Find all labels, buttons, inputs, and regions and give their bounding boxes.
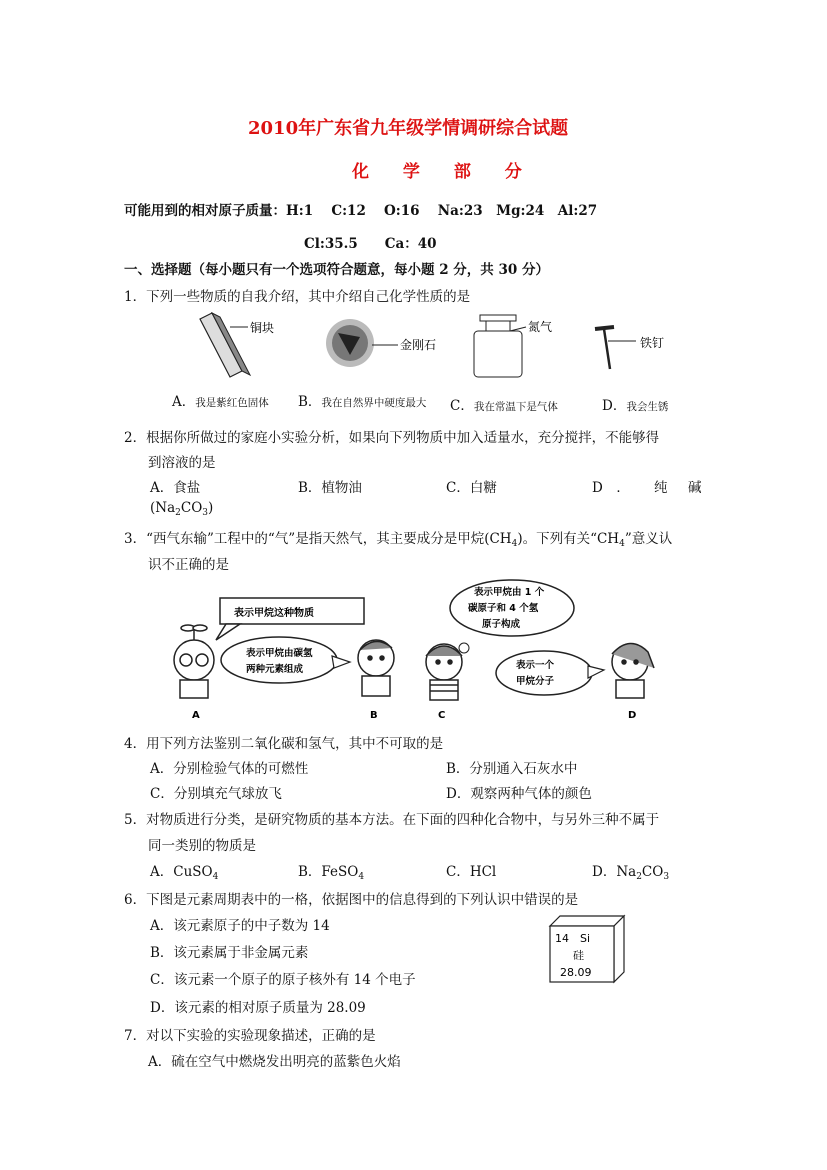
q6-option-b: B．该元素属于非金属元素 — [150, 945, 309, 961]
q6-option-c: C．该元素一个原子的原子核外有 14 个电子 — [150, 972, 416, 988]
q2-stem-line2: 到溶液的是 — [148, 455, 216, 471]
q3-figure — [164, 578, 674, 723]
q1-option-a — [172, 390, 269, 410]
bubble-d — [496, 651, 592, 695]
bubble-b-text1: 表示甲烷由碳氢 — [246, 648, 313, 659]
q1-option-b-letter: B． — [298, 394, 322, 410]
iron-nail-image — [595, 327, 664, 369]
q5-d-sub: 2 — [636, 872, 642, 882]
q1-label-copper: 铜块 — [250, 321, 275, 335]
q2-formula-na: (Na — [150, 500, 176, 516]
q2-option-d-char1: 纯 — [654, 480, 668, 496]
q6-stem: 6．下图是元素周期表中的一格，依据图中的信息得到的下列认识中错误的是 — [124, 892, 579, 908]
q1-option-d — [602, 394, 668, 414]
q2-option-a: A．食盐 — [150, 480, 201, 496]
bubble-a-text: 表示甲烷这种物质 — [234, 608, 314, 619]
q1-option-d-letter: D． — [602, 398, 627, 414]
section-heading: 一、选择题（每小题只有一个选项符合题意，每小题 2 分，共 30 分） — [124, 262, 549, 278]
q4-option-b: B．分别通入石灰水中 — [446, 761, 578, 777]
bubble-d-text2: 甲烷分子 — [516, 676, 555, 687]
bubble-c-text2: 碳原子和 4 个氢 — [468, 603, 539, 614]
q5-option-c: C．HCl — [446, 864, 497, 880]
q5-a-text: A．CuSO — [150, 864, 213, 880]
cell-atomic-number: 14 — [555, 932, 569, 945]
figure-label-a: A — [192, 710, 200, 721]
q3-stem-line2: 识不正确的是 — [148, 557, 229, 573]
q5-option-b — [298, 860, 364, 880]
q5-a-sub: 4 — [212, 872, 219, 882]
q2-option-c: C．白糖 — [446, 480, 497, 496]
q1-label-nail: 铁钉 — [640, 336, 665, 350]
q5-d-sub2: 3 — [663, 872, 670, 882]
q1-option-c-text: 我在常温下是气体 — [473, 401, 558, 413]
q5-stem-line1: 5．对物质进行分类，是研究物质的基本方法。在下面的四种化合物中，与另外三种不属于 — [124, 812, 660, 828]
periodic-table-cell — [546, 914, 626, 984]
character-b — [358, 640, 394, 696]
q1-label-nitrogen: 氮气 — [528, 320, 553, 334]
q3-stem-sub: 4 — [511, 539, 518, 549]
q2-formula-sub2: 3 — [202, 508, 209, 518]
q2-stem-line1: 2．根据你所做过的家庭小实验分析，如果向下列物质中加入适量水，充分搅拌，不能够得 — [124, 430, 660, 446]
bubble-c-text1: 表示甲烷由 1 个 — [474, 587, 545, 598]
q5-option-d — [592, 860, 669, 880]
q1-option-c — [450, 394, 558, 414]
bubble-b-text2: 两种元素组成 — [246, 664, 304, 675]
q1-option-b — [298, 390, 426, 410]
q2-formula-sub1: 2 — [175, 508, 181, 518]
cell-name: 硅 — [573, 949, 584, 962]
q5-option-a — [150, 860, 218, 880]
diamond-image — [326, 319, 436, 367]
gas-bottle-image — [474, 315, 552, 377]
q7-stem: 7．对以下实验的实验现象描述，正确的是 — [124, 1028, 376, 1044]
q5-d-text2: CO — [641, 864, 664, 880]
q1-option-a-text: 我是紫红色固体 — [195, 397, 269, 409]
q6-option-a: A．该元素原子的中子数为 14 — [150, 918, 330, 934]
q5-b-sub: 4 — [358, 872, 365, 882]
q2-option-b: B．植物油 — [298, 480, 362, 496]
character-c — [426, 644, 462, 700]
q5-b-text: B．FeSO — [298, 864, 359, 880]
q1-label-diamond: 金刚石 — [400, 338, 437, 352]
character-d — [612, 643, 654, 698]
q5-stem-line2: 同一类别的物质是 — [148, 838, 256, 854]
exam-title: 2010年广东省九年级学情调研综合试题 — [248, 118, 569, 139]
q1-option-b-text: 我在自然界中硬度最大 — [321, 397, 427, 409]
q3-stem-part-b: )。下列有关“CH — [517, 531, 620, 547]
q2-formula-close: ) — [208, 500, 214, 516]
figure-label-c: C — [438, 710, 446, 721]
cell-symbol: Si — [580, 932, 591, 945]
q1-stem: 1．下列一些物质的自我介绍，其中介绍自己化学性质的是 — [124, 289, 471, 305]
q3-stem-part-a: 3．“西气东输”工程中的“气”是指天然气，其主要成分是甲烷(CH — [124, 531, 512, 547]
q1-figure — [190, 305, 700, 385]
cell-mass: 28.09 — [560, 966, 592, 979]
atomic-masses-line1: 可能用到的相对原子质量：H:1 C:12 O:16 Na:23 Mg:24 Al:27 — [124, 203, 598, 219]
q2-option-d-letter: D ． — [592, 480, 630, 496]
q1-option-a-letter: A． — [172, 394, 196, 410]
figure-label-b: B — [370, 710, 378, 721]
bubble-b — [221, 637, 337, 683]
copper-block-image — [200, 313, 274, 377]
q4-option-d: D．观察两种气体的颜色 — [446, 786, 592, 802]
q5-d-text: D．Na — [592, 864, 637, 880]
q2-option-d-char2: 碱 — [688, 480, 702, 496]
q4-option-a: A．分别检验气体的可燃性 — [150, 761, 309, 777]
q3-stem-part-c: ”意义认 — [624, 531, 673, 547]
q2-option-d-formula — [150, 500, 213, 516]
q4-stem: 4．用下列方法鉴别二氧化碳和氢气，其中不可取的是 — [124, 736, 444, 752]
atomic-masses-line2: Cl:35.5 Ca：40 — [304, 236, 437, 252]
bubble-c-text3: 原子构成 — [482, 619, 521, 630]
bubble-d-text1: 表示一个 — [516, 660, 555, 671]
q7-option-a: A．硫在空气中燃烧发出明亮的蓝紫色火焰 — [148, 1054, 401, 1070]
q1-option-d-text: 我会生锈 — [626, 401, 669, 413]
section-subtitle: 化 学 部 分 — [352, 162, 536, 182]
q3-stem-sub2: 4 — [619, 539, 625, 549]
q4-option-c: C．分别填充气球放飞 — [150, 786, 282, 802]
q1-option-c-letter: C． — [450, 398, 474, 414]
figure-label-d: D — [628, 710, 637, 721]
q3-stem-line1 — [124, 527, 672, 547]
character-a — [174, 625, 214, 698]
q2-formula-co: CO — [180, 500, 203, 516]
q6-option-d: D．该元素的相对原子质量为 28.09 — [150, 1000, 366, 1016]
